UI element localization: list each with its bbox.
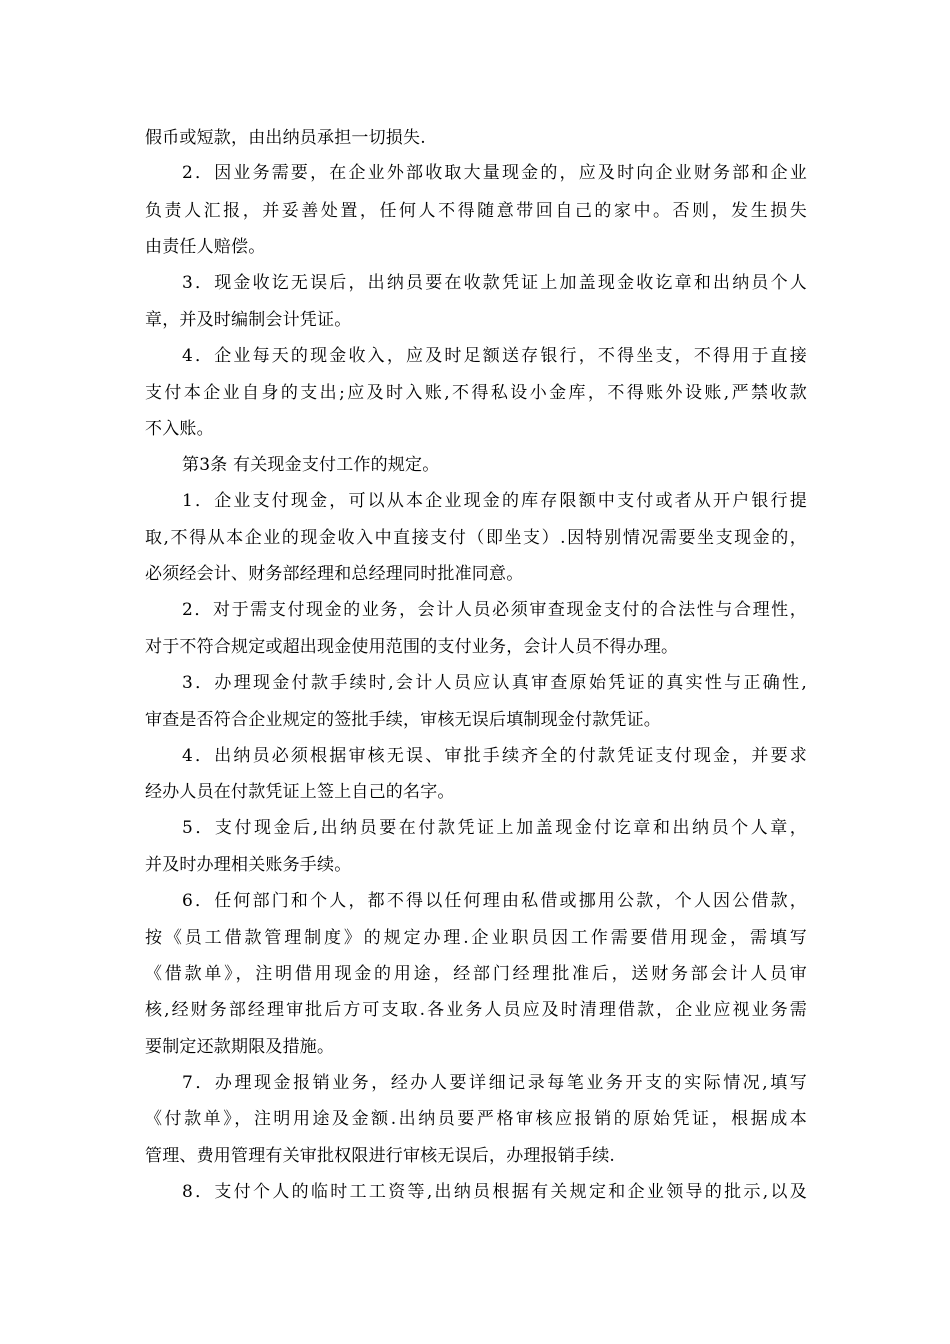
text-line: 4．出纳员必须根据审核无误、审批手续齐全的付款凭证支付现金，并要求 xyxy=(182,746,807,766)
text-line: 负责人汇报，并妥善处置，任何人不得随意带回自己的家中。否则，发生损失 xyxy=(145,201,807,221)
text-line: 由责任人赔偿。 xyxy=(145,237,266,257)
text-line: 假币或短款，由出纳员承担一切损失. xyxy=(145,128,426,148)
text-line: 4．企业每天的现金收入，应及时足额送存银行，不得坐支，不得用于直接 xyxy=(182,346,807,366)
text-line: 必须经会计、财务部经理和总经理同时批准同意。 xyxy=(145,564,524,584)
text-line: 2．因业务需要，在企业外部收取大量现金的，应及时向企业财务部和企业 xyxy=(182,163,807,183)
text-line: 6．任何部门和个人，都不得以任何理由私借或挪用公款，个人因公借款， xyxy=(182,891,807,911)
text-line: 3．现金收讫无误后，出纳员要在收款凭证上加盖现金收讫章和出纳员个人 xyxy=(182,273,807,293)
text-line: 8．支付个人的临时工工资等,出纳员根据有关规定和企业领导的批示,以及 xyxy=(182,1182,807,1202)
text-line: 5．支付现金后,出纳员要在付款凭证上加盖现金付讫章和出纳员个人章， xyxy=(182,818,807,838)
text-line: 取,不得从本企业的现金收入中直接支付（即坐支）.因特别情况需要坐支现金的， xyxy=(145,528,807,548)
text-line: 对于不符合规定或超出现金使用范围的支付业务，会计人员不得办理。 xyxy=(145,637,679,657)
section-heading: 第3条 有关现金支付工作的规定。 xyxy=(182,455,440,475)
text-line: 《借款单》，注明借用现金的用途，经部门经理批准后，送财务部会计人员审 xyxy=(145,964,807,984)
text-line: 审查是否符合企业规定的签批手续，审核无误后填制现金付款凭证。 xyxy=(145,710,661,730)
text-line: 经办人员在付款凭证上签上自己的名字。 xyxy=(145,782,455,802)
text-line: 2．对于需支付现金的业务，会计人员必须审查现金支付的合法性与合理性， xyxy=(182,600,807,620)
text-line: 3．办理现金付款手续时,会计人员应认真审查原始凭证的真实性与正确性, xyxy=(182,673,807,693)
text-line: 支付本企业自身的支出;应及时入账,不得私设小金库，不得账外设账,严禁收款 xyxy=(145,383,807,403)
text-line: 1．企业支付现金，可以从本企业现金的库存限额中支付或者从开户银行提 xyxy=(182,491,807,511)
text-line: 并及时办理相关账务手续。 xyxy=(145,855,352,875)
text-line: 核,经财务部经理审批后方可支取.各业务人员应及时清理借款，企业应视业务需 xyxy=(145,1000,807,1020)
text-line: 《付款单》，注明用途及金额.出纳员要严格审核应报销的原始凭证，根据成本 xyxy=(145,1109,807,1129)
text-line: 章，并及时编制会计凭证。 xyxy=(145,310,352,330)
text-line: 按《员工借款管理制度》的规定办理.企业职员因工作需要借用现金，需填写 xyxy=(145,928,807,948)
text-line: 7．办理现金报销业务，经办人要详细记录每笔业务开支的实际情况,填写 xyxy=(182,1073,807,1093)
text-line: 管理、费用管理有关审批权限进行审核无误后，办理报销手续. xyxy=(145,1146,616,1166)
text-line: 要制定还款期限及措施。 xyxy=(145,1037,335,1057)
text-line: 不入账。 xyxy=(145,419,214,439)
